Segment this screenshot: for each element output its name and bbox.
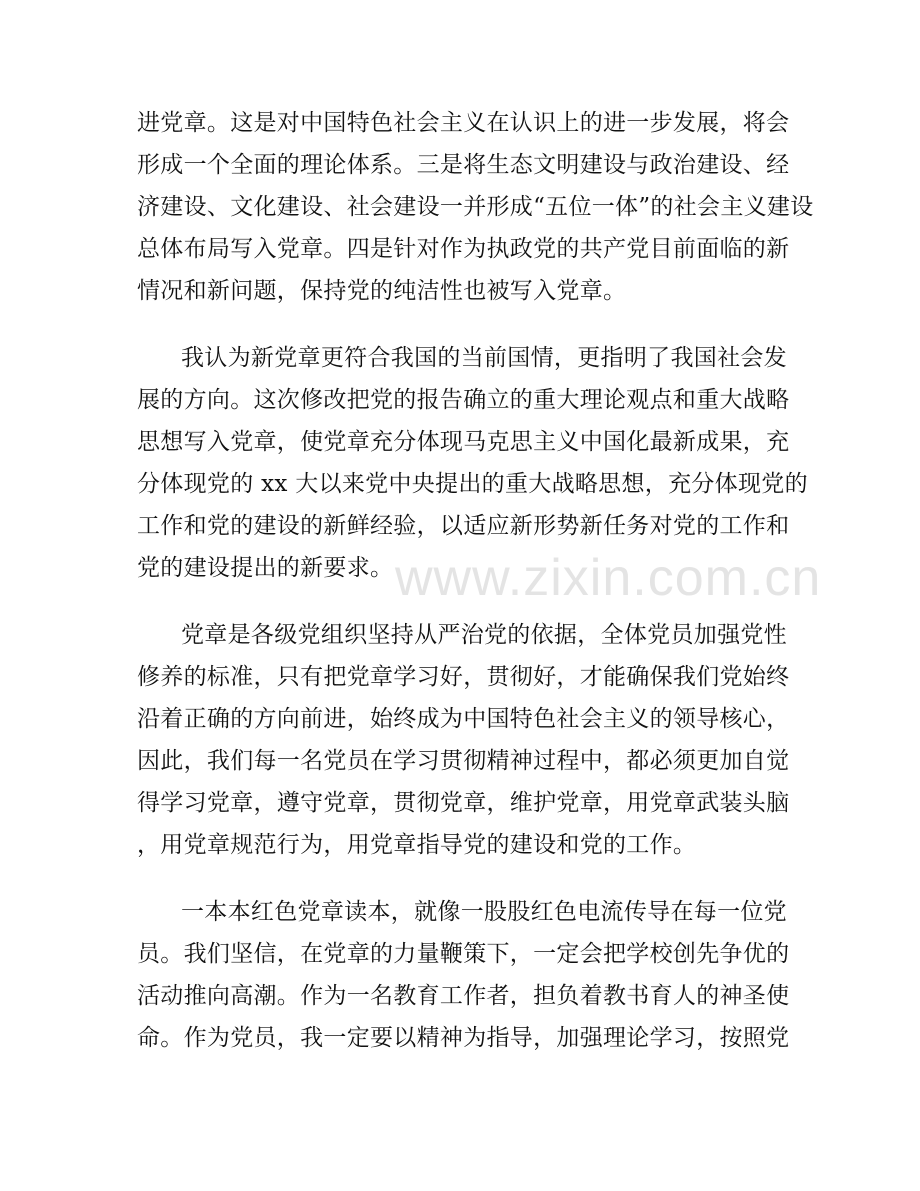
text-line: 济建设、文化建设、社会建设一并形成“五位一体”的社会主义建设: [137, 194, 814, 220]
text-line: 工作和党的建设的新鲜经验，以适应新形势新任务对党的工作和: [137, 513, 790, 539]
text-line: 分体现党的 xx 大以来党中央提出的重大战略思想，充分体现党的: [137, 471, 808, 497]
text-line: 得学习党章，遵守党章，贯彻党章，维护党章，用党章武装头脑: [137, 790, 790, 816]
text-line: 总体布局写入党章。四是针对作为执政党的共产党目前面临的新: [137, 236, 790, 262]
text-line: 党章是各级党组织坚持从严治党的依据，全体党员加强党性: [181, 622, 787, 648]
text-line: ，用党章规范行为，用党章指导党的建设和党的工作。: [137, 832, 697, 858]
text-line: 思想写入党章，使党章充分体现马克思主义中国化最新成果，充: [137, 429, 790, 455]
text-line: 情况和新问题，保持党的纯洁性也被写入党章。: [137, 278, 627, 304]
text-line: 命。作为党员，我一定要以精神为指导，加强理论学习，按照党: [137, 1025, 790, 1051]
text-line: 党的建设提出的新要求。: [137, 555, 394, 581]
text-line: 修养的标准，只有把党章学习好，贯彻好，才能确保我们党始终: [137, 664, 790, 690]
watermark: www.zixin.com.cn: [395, 549, 822, 607]
text-line: 员。我们坚信，在党章的力量鞭策下，一定会把学校创先争优的: [137, 941, 790, 967]
text-line: 形成一个全面的理论体系。三是将生态文明建设与政治建设、经: [137, 152, 790, 178]
text-line: 进党章。这是对中国特色社会主义在认识上的进一步发展，将会: [137, 110, 790, 136]
text-line: 沿着正确的方向前进，始终成为中国特色社会主义的领导核心，: [137, 706, 790, 732]
text-line: 活动推向高潮。作为一名教育工作者，担负着教书育人的神圣使: [137, 983, 790, 1009]
text-line: 我认为新党章更符合我国的当前国情，更指明了我国社会发: [181, 345, 787, 371]
text-line: 展的方向。这次修改把党的报告确立的重大理论观点和重大战略: [137, 387, 790, 413]
text-line: 因此，我们每一名党员在学习贯彻精神过程中，都必须更加自觉: [137, 748, 790, 774]
text-line: 一本本红色党章读本，就像一股股红色电流传导在每一位党: [181, 899, 787, 925]
